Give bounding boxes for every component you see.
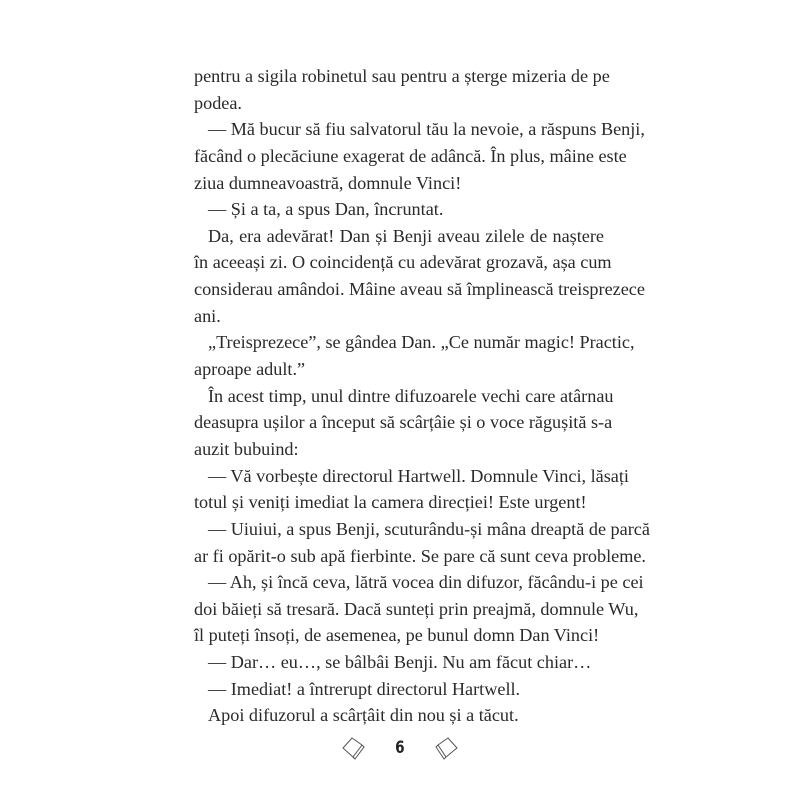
text-line: aproape adult.” xyxy=(194,359,306,380)
cube-icon xyxy=(340,735,366,761)
text-line: — Dar… eu…, se bâlbâi Benji. Nu am făcut chiar… xyxy=(208,652,592,673)
text-line: îl puteți însoți, de asemenea, pe bunul domn Dan Vinci! xyxy=(194,625,600,646)
text-line: — Ah, și încă ceva, lătră vocea din difuzor, făcându-i pe cei xyxy=(208,572,644,593)
text-line: În acest timp, unul dintre difuzoarele vechi care atârnau xyxy=(208,385,614,406)
text-line: podea. xyxy=(194,92,242,113)
text-line: făcând o plecăciune exagerat de adâncă. În plus, mâine este xyxy=(194,145,627,166)
text-line: în aceeași zi. O coincidență cu adevărat grozavă, așa cum xyxy=(194,252,612,273)
text-line: — Uiuiui, a spus Benji, scuturându-și mâna dreaptă de parcă xyxy=(208,518,650,539)
text-line: totul și veniți imediat la camera direcției! Este urgent! xyxy=(194,492,587,513)
page-number: 6 xyxy=(395,738,405,758)
text-line: „Treisprezece”, se gândea Dan. „Ce număr magic! Practic, xyxy=(208,332,635,353)
text-line: Apoi difuzorul a scârțâit din nou și a tăcut. xyxy=(208,705,519,726)
text-line: deasupra ușilor a început să scârțâie și o voce răgușită s-a xyxy=(194,412,613,433)
text-line: — Și a ta, a spus Dan, încruntat. xyxy=(208,199,444,220)
text-line: auzit bubuind: xyxy=(194,438,299,459)
text-line: ani. xyxy=(194,305,221,326)
text-line: — Vă vorbește directorul Hartwell. Domnule Vinci, lăsați xyxy=(208,465,629,486)
text-line: Da, era adevărat! Dan și Benji aveau zilele de naștere xyxy=(208,225,604,246)
text-line: considerau amândoi. Mâine aveau să împlinească treisprezece xyxy=(194,279,645,300)
text-line: — Mă bucur să fiu salvatorul tău la nevoie, a răspuns Benji, xyxy=(208,119,645,140)
text-line: ziua dumneavoastră, domnule Vinci! xyxy=(194,172,462,193)
text-line: — Imediat! a întrerupt directorul Hartwell. xyxy=(208,678,521,699)
text-line: ar fi opărit-o sub apă fierbinte. Se pare că sunt ceva probleme. xyxy=(194,545,646,566)
page-body xyxy=(194,63,650,729)
cube-icon xyxy=(434,735,460,761)
text-line: doi băieți să tresară. Dacă sunteți prin preajmă, domnule Wu, xyxy=(194,598,639,619)
text-line: pentru a sigila robinetul sau pentru a șterge mizeria de pe xyxy=(194,66,610,86)
page-footer xyxy=(0,733,800,763)
